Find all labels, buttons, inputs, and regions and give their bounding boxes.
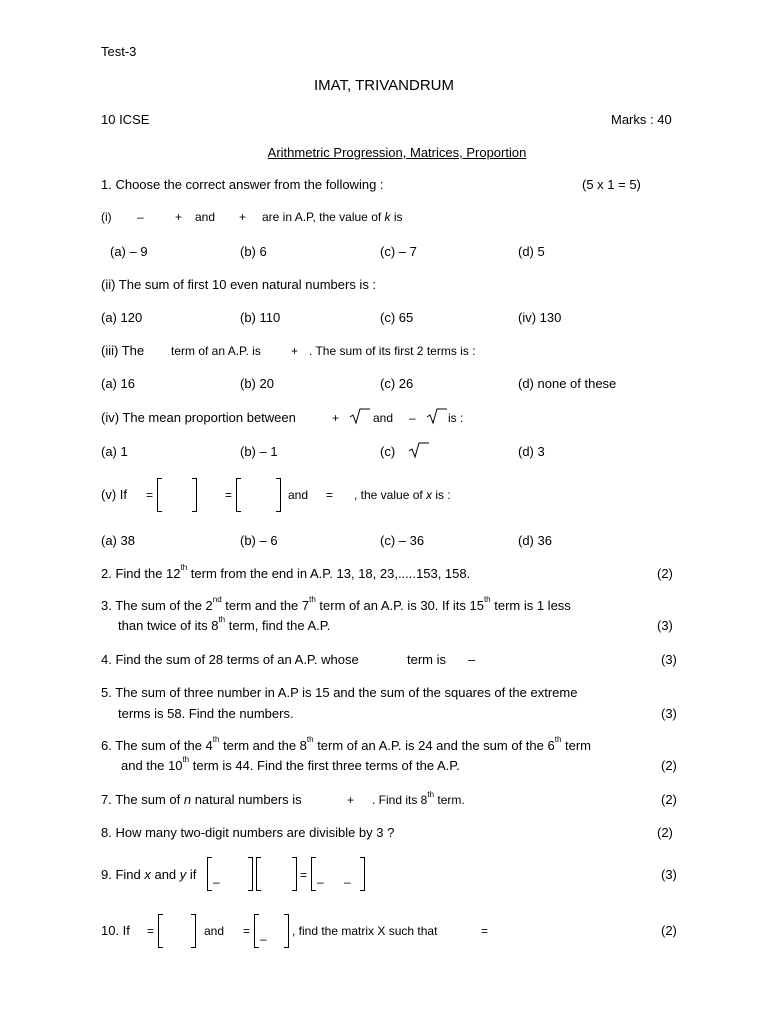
matrix-bracket-right [276,478,281,512]
matrix-bracket-right [192,478,197,512]
q10-eq1: = [147,924,155,938]
q1-v-eq1: = [146,488,154,502]
q4-term: term is [407,652,446,667]
matrix-bracket-left [157,478,162,512]
q1-ii-option-b: (b) 110 [240,310,281,325]
q10-eq2: = [243,924,251,938]
q1-i-plus1: + [175,210,183,224]
q1-ii-option-d: (iv) 130 [518,310,562,325]
q4-text: 4. Find the sum of 28 terms of an A.P. whose [101,652,359,667]
q1-v-option-d: (d) 36 [518,533,552,548]
q7-plus: + [347,793,355,807]
q1-v-eq2: = [225,488,233,502]
q1-text: 1. Choose the correct answer from the following : [101,177,384,192]
q6-line2: and the 10th term is 44. Find the first three terms of the A.P. [121,755,460,773]
q1-i-text: are in A.P, the value of k is [262,210,403,224]
q1-iv-plus: + [332,411,340,425]
q1-i-plus2: + [239,210,247,224]
q3-line2: than twice of its 8th term, find the A.P. [118,615,331,633]
q1-v-option-a: (a) 38 [101,533,135,548]
matrix-bracket-right [292,857,297,891]
q1-iii-rest: . The sum of its first 2 terms is : [309,344,476,358]
q9-m3: – [344,875,351,889]
q9-text: 9. Find x and y if [101,867,197,882]
q1-v-eq3: = [326,488,334,502]
q4-minus: – [468,652,476,667]
sqrt-icon [408,441,430,459]
q9-m1: – [213,875,220,889]
q1-i-option-a: (a) – 9 [110,244,148,259]
q5-line2: terms is 58. Find the numbers. [118,706,294,721]
marks-total: Marks : 40 [611,112,672,127]
matrix-bracket-right [191,914,196,948]
q1-i-minus: – [137,210,144,224]
q1-iii-mid: term of an A.P. is [171,344,261,358]
q2-text: 2. Find the 12th term from the end in A.P. 13, 18, 23,.....153, 158. [101,563,471,581]
q1-ii-option-a: (a) 120 [101,310,143,325]
q9-eq: = [300,868,308,882]
q3-line1: 3. The sum of the 2nd term and the 7th term of an A.P. is 30. If its 15th term is 1 less [101,595,571,613]
q2-marks: (2) [657,566,673,581]
q1-iii-option-d: (d) none of these [518,376,617,391]
q1-i-option-d: (d) 5 [518,244,545,259]
q1-iii-plus: + [291,344,299,358]
q1-v-label: (v) If [101,487,127,502]
q10-text: , find the matrix X such that [292,924,438,938]
q1-i-option-c: (c) – 7 [380,244,417,259]
q8-text: 8. How many two-digit numbers are divisible by 3 ? [101,825,395,840]
q8-marks: (2) [657,825,673,840]
q10-label: 10. If [101,923,130,938]
q4-marks: (3) [661,652,677,667]
q7-text: 7. The sum of n natural numbers is [101,792,302,807]
q1-iv-option-d: (d) 3 [518,444,545,459]
q1-ii-option-c: (c) 65 [380,310,414,325]
q1-i-label: (i) [101,210,112,224]
q9-m2: – [317,875,324,889]
matrix-bracket-left [256,857,261,891]
matrix-bracket-left [254,914,259,948]
q6-line1: 6. The sum of the 4th term and the 8th term of an A.P. is 24 and the sum of the 6th term [101,735,592,753]
q6-marks: (2) [661,758,677,773]
q1-iv-label: (iv) The mean proportion between [101,410,296,425]
q1-i-and: and [195,210,216,224]
q10-and: and [204,924,225,938]
class-label: 10 ICSE [101,112,150,127]
q1-marks: (5 x 1 = 5) [582,177,641,192]
q10-eq3: = [481,924,489,938]
q7-find: . Find its 8th term. [372,790,465,807]
q5-line1: 5. The sum of three number in A.P is 15 and the sum of the squares of the extreme [101,685,578,700]
matrix-bracket-left [207,857,212,891]
q1-v-option-c: (c) – 36 [380,533,425,548]
q1-iv-option-a: (a) 1 [101,444,128,459]
q1-iv-minus: – [409,411,416,425]
matrix-bracket-left [236,478,241,512]
q5-marks: (3) [661,706,677,721]
q3-marks: (3) [657,618,673,633]
q7-marks: (2) [661,792,677,807]
sqrt-icon [426,407,448,425]
q1-iii-option-a: (a) 16 [101,376,135,391]
q1-v-and: and [288,488,309,502]
institute-title: IMAT, TRIVANDRUM [313,77,454,94]
subject-title: Arithmetric Progression, Matrices, Proportion [267,145,527,160]
sqrt-icon [349,407,371,425]
test-label: Test-3 [101,44,137,59]
q1-iv-option-b: (b) – 1 [240,444,278,459]
q10-minus: – [260,932,267,946]
matrix-bracket-right [360,857,365,891]
q1-iii-option-b: (b) 20 [240,376,274,391]
q1-i-option-b: (b) 6 [240,244,267,259]
q1-v-text: , the value of x is : [354,488,451,502]
matrix-bracket-right [248,857,253,891]
q10-marks: (2) [661,923,677,938]
q1-v-option-b: (b) – 6 [240,533,278,548]
matrix-bracket-left [158,914,163,948]
matrix-bracket-left [311,857,316,891]
matrix-bracket-right [284,914,289,948]
q9-marks: (3) [661,867,677,882]
q1-ii-text: (ii) The sum of first 10 even natural numbers is : [101,277,377,292]
q1-iii-option-c: (c) 26 [380,376,414,391]
q1-iv-rest: is : [448,411,464,425]
q1-iv-and: and [373,411,394,425]
q1-iii-label: (iii) The [101,343,145,358]
q1-iv-option-c: (c) [380,444,396,459]
